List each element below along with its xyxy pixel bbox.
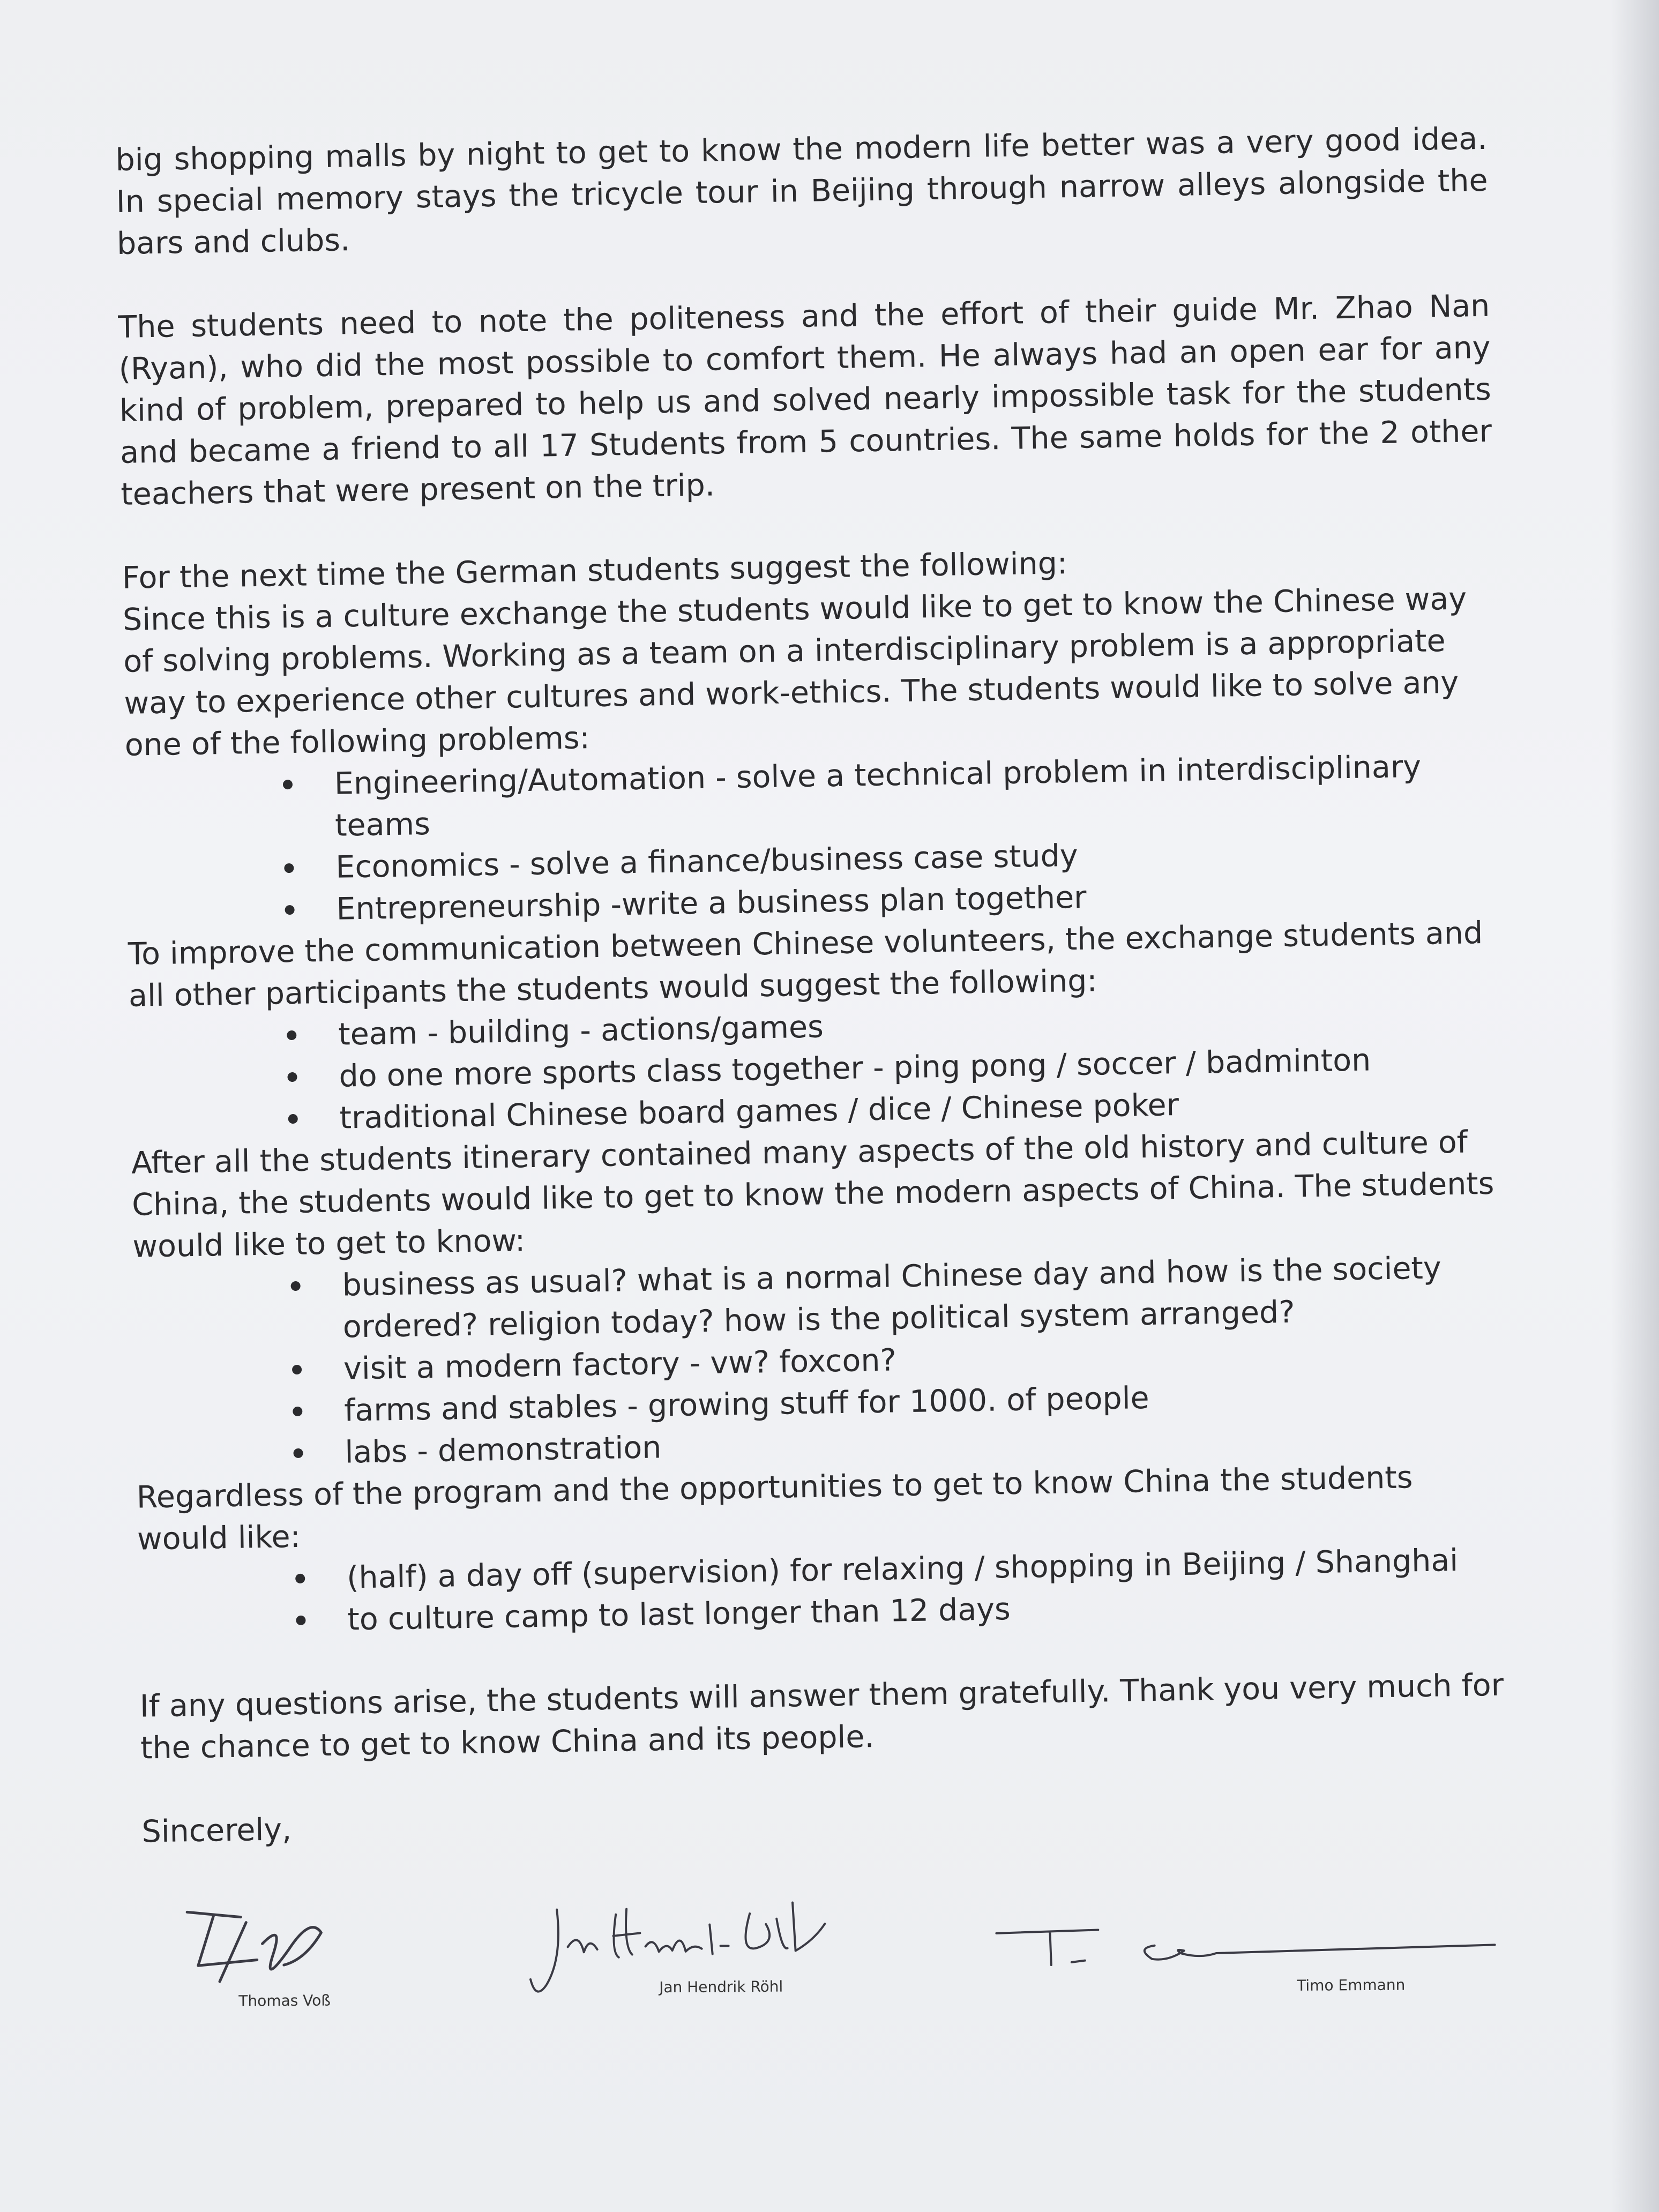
handwritten-signature-icon <box>991 1897 1506 1987</box>
signature-name: Jan Hendrik Röhl <box>659 1977 783 1997</box>
bullet-icon <box>283 780 293 789</box>
bullet-icon <box>293 1448 303 1458</box>
paragraph-guide: The students need to note the politeness and the effort of their guide Mr. Zhao Nan (Ryan), who did the most possible to comfort them. He always had an open ear for any kind of problem, prepared to help us and solved nearly impossible task for the students and became a friend to all 17 Students from 5 countries. The same holds for the 2 other teachers that were present on the trip. <box>117 288 1492 512</box>
modern-intro: After all the students itinerary contained many aspects of the old history and culture of China, the students would like to get to know the modern aspects of China. The students would like to get to know: <box>131 1124 1494 1265</box>
bullet-icon <box>288 1114 298 1124</box>
list-item-text: Engineering/Automation - solve a technical problem in interdisciplinary teams <box>334 749 1422 843</box>
signature-name: Thomas Voß <box>238 1991 331 2010</box>
list-item-text: visit a modern factory - vw? foxcon? <box>343 1342 897 1387</box>
list-item-text: business as usual? what is a normal Chinese day and how is the society ordered? religion today? how is the political system arranged? <box>342 1250 1442 1345</box>
bullet-icon <box>295 1574 305 1583</box>
bullet-icon <box>292 1365 302 1374</box>
bullet-icon <box>287 1030 296 1040</box>
list-item-text: Economics - solve a finance/business case study <box>335 838 1079 885</box>
signature-jan <box>525 1892 868 2004</box>
signature-name: Timo Emmann <box>1297 1976 1406 1994</box>
suggestion-body: Since this is a culture exchange the students would like to get to know the Chinese way of solving problems. Working as a team on a interdisciplinary problem is a appropriate way to experience other cultures and work-ethics. The students would like to solve any one of the following problems: <box>122 581 1467 763</box>
list-item-text: traditional Chinese board games / dice / Chinese poker <box>339 1087 1179 1136</box>
bullet-icon <box>287 1072 297 1082</box>
bullet-icon <box>284 863 294 873</box>
bullet-icon <box>291 1281 301 1291</box>
regardless-intro: Regardless of the program and the opportunities to get to know China the students would like: <box>136 1460 1413 1557</box>
suggestion-intro: For the next time the German students suggest the following: <box>122 545 1068 596</box>
salutation: Sincerely, <box>141 1812 292 1850</box>
communication-list <box>129 996 1503 1142</box>
bullet-icon <box>296 1616 305 1625</box>
list-item-text: to culture camp to last longer than 12 days <box>347 1591 1011 1638</box>
signature-timo <box>991 1897 1506 1994</box>
closing-paragraph: If any questions arise, the students will answer them gratefully. Thank you very much for the chance to get to know China and its people. <box>139 1667 1504 1766</box>
list-item-text: (half) a day off (supervision) for relaxing / shopping in Beijing / Shanghai <box>346 1542 1459 1596</box>
page-edge-shadow <box>1611 0 1659 2212</box>
problems-list <box>125 745 1499 933</box>
letter-body <box>115 118 1514 1853</box>
list-item-text: Entrepreneurship -write a business plan together <box>336 879 1087 927</box>
list-item-text: labs - demonstration <box>345 1430 662 1470</box>
communication-intro: To improve the communication between Chinese volunteers, the exchange students and all other participants the students would suggest the following: <box>128 915 1483 1014</box>
signature-row <box>0 1891 1659 2064</box>
bullet-icon <box>285 905 294 915</box>
list-item-text: team - building - actions/games <box>338 1009 824 1052</box>
bullet-icon <box>293 1407 302 1416</box>
paragraph-shopping-malls: big shopping malls by night to get to know the modern life better was a very good idea. In special memory stays the tricycle tour in Beijing through narrow alleys alongside the bars and clubs. <box>115 121 1489 261</box>
signature-thomas <box>182 1900 386 2012</box>
list-item-text: farms and stables - growing stuff for 1000. of people <box>343 1380 1150 1429</box>
list-item-text: do one more sports class together - ping pong / soccer / badminton <box>338 1042 1371 1094</box>
modern-list <box>133 1246 1508 1477</box>
